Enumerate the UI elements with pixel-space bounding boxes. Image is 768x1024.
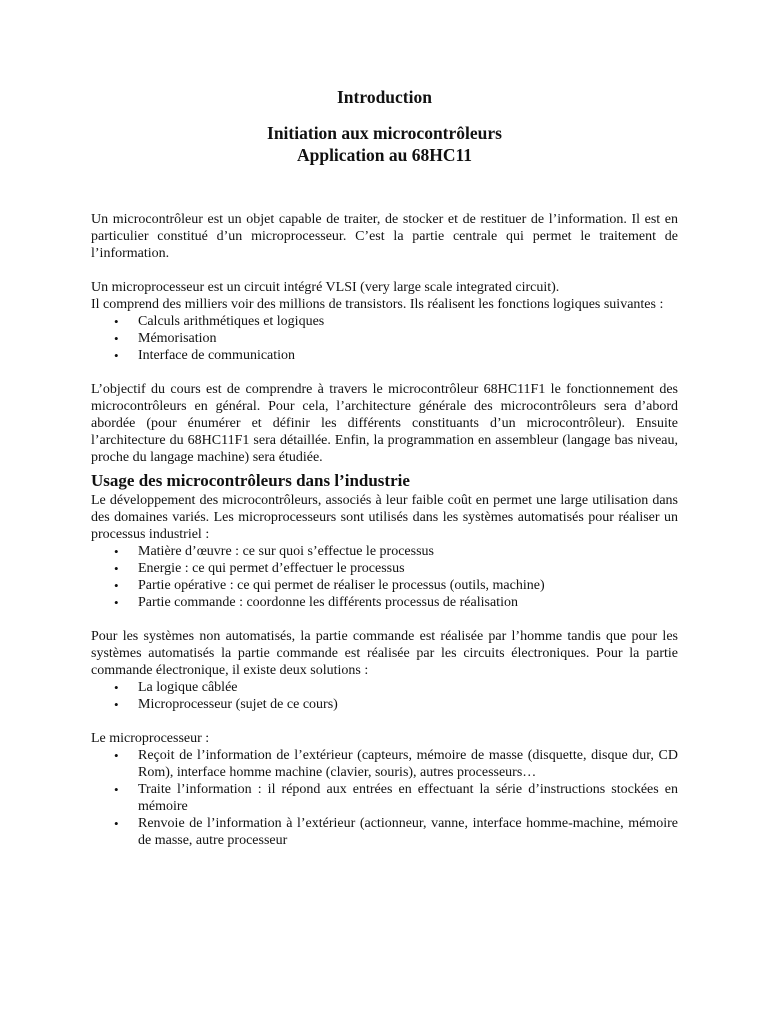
list-item: • Partie commande : coordonne les différents processus de réalisation: [114, 595, 518, 610]
bullet-icon: •: [114, 544, 119, 559]
section-heading: Usage des microcontrôleurs dans l’industrie: [91, 471, 410, 490]
industry-paragraph-2: Pour les systèmes non automatisés, la partie commande est réalisée par l’homme tandis que pour les systèmes automatisés la partie commande est réalisée par les circuits électroniques. Pour la partie commande électronique, il existe deux solutions :: [91, 629, 678, 678]
solutions-list: [91, 679, 678, 713]
bullet-icon: •: [114, 561, 119, 576]
list-item: • Reçoit de l’information de l’extérieur (capteurs, mémoire de masse (disquette, disque dur, CD Rom), interface homme machine (clavier, souris), autres processeurs…: [114, 748, 678, 780]
industry-paragraph-1: Le développement des microcontrôleurs, associés à leur faible coût en permet une large utilisation dans des domaines variés. Les microprocesseurs sont utilisés dans les systèmes automatisés pour réaliser un processus industriel :: [91, 493, 678, 542]
bullet-icon: •: [114, 680, 119, 695]
industry-paragraph-3: Le microprocesseur :: [91, 731, 210, 746]
bullet-icon: •: [114, 314, 119, 329]
list-item: • Mémorisation: [114, 331, 217, 346]
list-item: • Matière d’œuvre : ce sur quoi s’effectue le processus: [114, 544, 434, 559]
intro-paragraph-2-line-1: Un microprocesseur est un circuit intégré VLSI (very large scale integrated circuit).: [91, 280, 560, 295]
list-item: • Renvoie de l’information à l’extérieur (actionneur, vanne, interface homme-machine, mémoire de masse, autre processeur: [114, 816, 678, 848]
process-list: [91, 543, 678, 611]
list-item: • Calculs arithmétiques et logiques: [114, 314, 325, 329]
microprocessor-list: [91, 747, 678, 849]
intro-paragraph-2-line-2: Il comprend des milliers voir des millions de transistors. Ils réalisent les fonctions logiques suivantes :: [91, 297, 664, 312]
list-item: • Partie opérative : ce qui permet de réaliser le processus (outils, machine): [114, 578, 545, 593]
subtitle-line-2: Application au 68HC11: [296, 145, 473, 165]
list-item: • Interface de communication: [114, 348, 296, 363]
bullet-icon: •: [114, 748, 119, 763]
subtitle-line-1: Initiation aux microcontrôleurs: [267, 123, 502, 143]
list-item: • Traite l’information : il répond aux entrées en effectuant la série d’instructions stockées en mémoire: [114, 782, 678, 814]
bullet-icon: •: [114, 331, 119, 346]
list-item: • Microprocesseur (sujet de ce cours): [114, 697, 338, 712]
intro-paragraph-1: Un microcontrôleur est un objet capable de traiter, de stocker et de restituer de l’information. Il est en particulier constitué d’un microprocesseur. C’est la partie centrale qui permet le traitement de l’information.: [91, 212, 678, 261]
bullet-icon: •: [114, 348, 119, 363]
bullet-icon: •: [114, 578, 119, 593]
bullet-icon: •: [114, 595, 119, 610]
functions-list: [91, 313, 678, 364]
bullet-icon: •: [114, 782, 119, 797]
page-title: Introduction: [337, 87, 432, 107]
bullet-icon: •: [114, 816, 119, 831]
bullet-icon: •: [114, 697, 119, 712]
intro-paragraph-3: L’objectif du cours est de comprendre à travers le microcontrôleur 68HC11F1 le fonctionnement des microcontrôleurs en général. Pour cela, l’architecture générale des microcontrôleurs sera d’abord abordée (pour énumérer et définir les différents constituants d’un microcontrôleur). Ensuite l’architecture du 68HC11F1 sera détaillée. Enfin, la programmation en assembleur (langage bas niveau, proche du langage machine) sera étudiée.: [91, 382, 678, 465]
list-item: • Energie : ce qui permet d’effectuer le processus: [114, 561, 405, 576]
list-item: • La logique câblée: [114, 680, 238, 695]
